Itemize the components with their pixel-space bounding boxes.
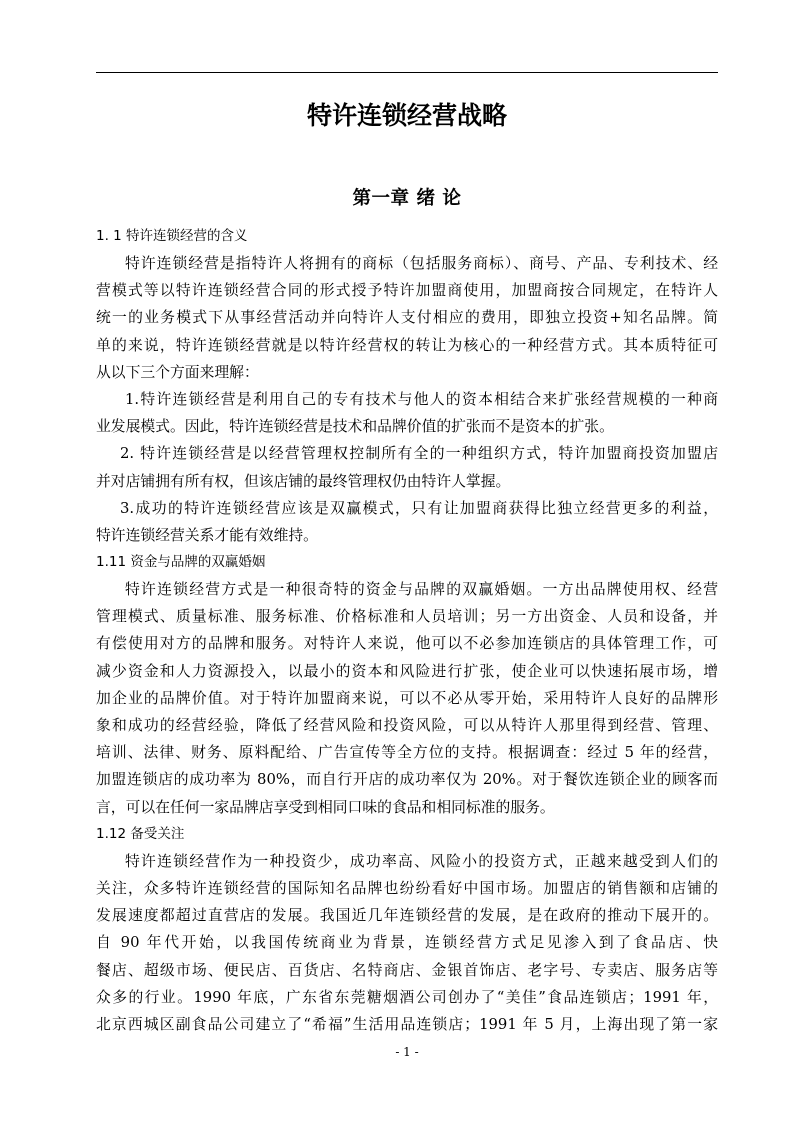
paragraph-line: 培训、法律、财务、原料配给、广告宣传等全方位的支持。根据调查：经过 5 年的经营， [96,744,718,762]
section-1-1-intro [96,250,718,386]
paragraph-line: 2. 特许连锁经营是以经营管理权控制所有全的一种组织方式，特许加盟商投资加盟店 [120,445,718,463]
paragraph-line: 加企业的品牌价值。对于特许加盟商来说，可以不必从零开始，采用特许人良好的品牌形 [96,689,718,707]
paragraph-line: 管理模式、质量标准、服务标准、价格标准和人员培训；另一方出资金、人员和设备，并 [96,608,718,626]
paragraph-line: 并对店铺拥有所有权，但该店铺的最终管理权仍由特许人掌握。 [96,472,511,490]
paragraph-line: 特许连锁经营方式是一种很奇特的资金与品牌的双赢婚姻。一方出品牌使用权、经营 [125,581,718,599]
paragraph-line: 特许连锁经营是指特许人将拥有的商标（包括服务商标）、商号、产品、专利技术、经 [125,255,718,272]
header-rule [96,72,718,73]
chapter-title: 第一章 绪 论 [352,188,462,209]
paragraph-line: 餐店、超级市场、便民店、百货店、名特商店、金银首饰店、老字号、专卖店、服务店等 [96,961,718,979]
paragraph-line: 统一的业务模式下从事经营活动并向特许人支付相应的费用，即独立投资+知名品牌。简 [96,309,718,327]
paragraph-line: 北京西城区副食品公司建立了“希福”生活用品连锁店；1991 年 5 月，上海出现了第一家 [96,1015,718,1033]
paragraph-line: 3.成功的特许连锁经营应该是双赢模式，只有让加盟商获得比独立经营更多的利益， [120,499,718,517]
paragraph-line: 特许连锁经营作为一种投资少，成功率高、风险小的投资方式，正越来越受到人们的 [125,852,718,870]
section-heading-1-12: 1.12 备受关注 [96,825,185,842]
paragraph-line: 业发展模式。因此，特许连锁经营是技术和品牌价值的扩张而不是资本的扩张。 [96,418,614,436]
section-1-11-paragraph [96,576,718,821]
paragraph-line: 从以下三个方面来理解： [96,363,259,381]
paragraph-line: 言，可以在任何一家品牌店享受到相同口味的食品和相同标准的服务。 [96,798,555,816]
paragraph-line: 自 90 年代开始，以我国传统商业为背景，连锁经营方式足见渗入到了食品店、快 [96,934,718,952]
document-body [96,223,718,1038]
paragraph-line: 关注，众多特许连锁经营的国际知名品牌也纷纷看好中国市场。加盟店的销售额和店铺的 [96,879,718,897]
paragraph-line: 众多的行业。1990 年底，广东省东莞糖烟酒公司创办了“美佳”食品连锁店；1991 年， [96,988,718,1006]
paragraph-line: 加盟连锁店的成功率为 80%，而自行开店的成功率仅为 20%。对于餐饮连锁企业的顾客而 [96,771,718,789]
page-number: - 1 - [395,1045,419,1059]
section-heading-1-11: 1.11 资金与品牌的双赢婚姻 [96,554,266,571]
paragraph-line: 减少资金和人力资源投入，以最小的资本和风险进行扩张，使企业可以快速拓展市场，增 [96,662,718,680]
feature-point-2 [96,440,718,494]
document-title: 特许连锁经营战略 [306,101,507,130]
section-1-12-paragraph [96,848,718,1038]
section-heading-1-1: 1. 1 特许连锁经营的含义 [96,228,248,244]
paragraph-line: 营模式等以特许连锁经营合同的形式授予特许加盟商使用，加盟商按合同规定，在特许人 [96,282,718,300]
feature-point-1 [96,386,718,440]
paragraph-line: 有偿使用对方的品牌和服务。对特许人来说，他可以不必参加连锁店的具体管理工作，可 [96,635,718,653]
paragraph-line: 发展速度都超过直营店的发展。我国近几年连锁经营的发展，是在政府的推动下展开的。 [96,907,718,925]
paragraph-line: 特许连锁经营关系才能有效维持。 [96,526,318,544]
feature-point-3 [96,495,718,549]
paragraph-line: 1.特许连锁经营是利用自己的专有技术与他人的资本相结合来扩张经营规模的一种商 [125,390,718,408]
paragraph-line: 单的来说，特许连锁经营就是以特许经营权的转让为核心的一种经营方式。其本质特征可 [96,336,718,354]
paragraph-line: 象和成功的经营经验，降低了经营风险和投资风险，可以从特许人那里得到经营、管理、 [96,717,718,734]
